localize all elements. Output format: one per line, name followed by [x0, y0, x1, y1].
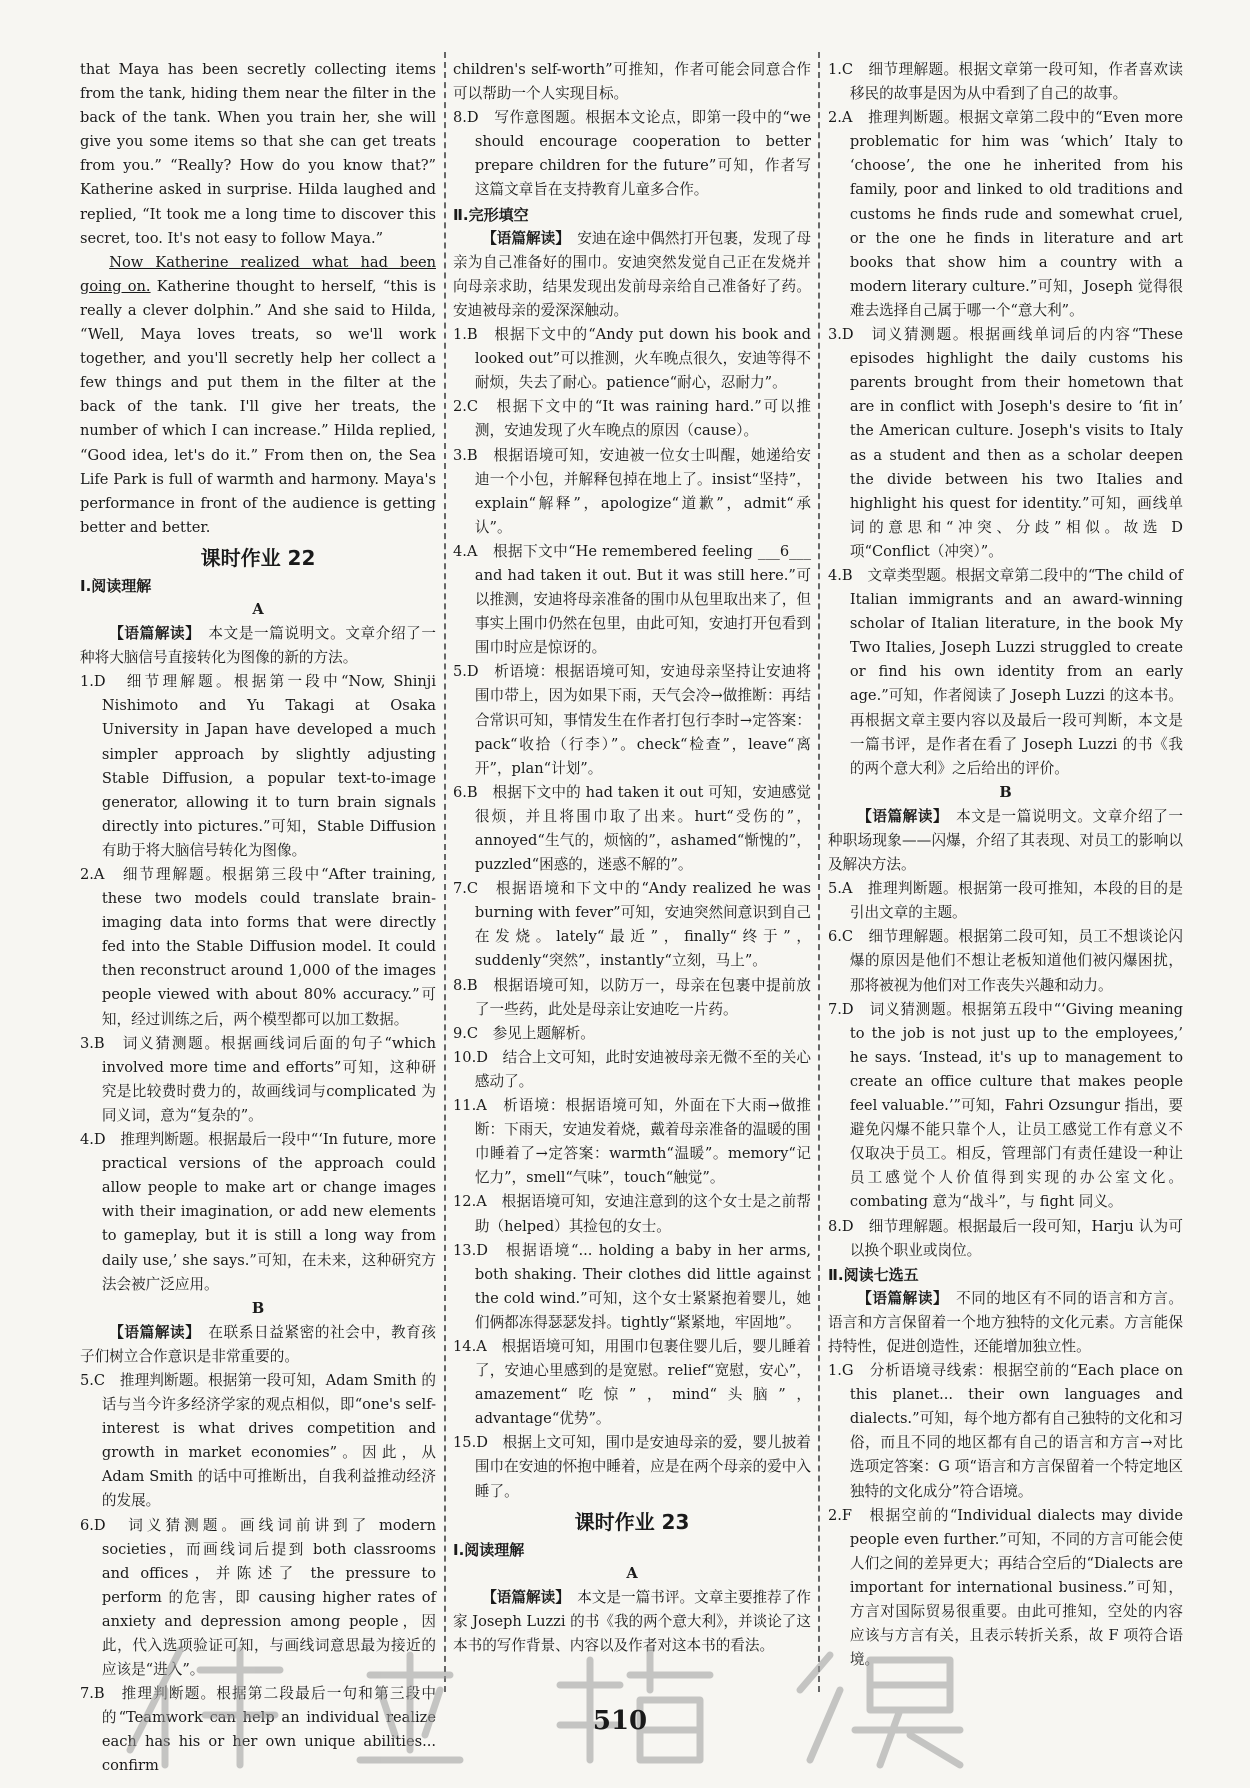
summary-text: 本文是一篇说明文。文章介绍了一种将大脑信号直接转化为图像的新的方法。 [80, 625, 436, 667]
answer-item: 1.G 分析语境寻线索：根据空前的“Each place on this planet... their own languages and dialects.”可知，每个地方都有自己独特的文化和习俗，而且不同的地区都有自己的语言和方言→对比选项定答案：G 项“语言和方言保留着一个特定地区独特的文化成分”符合语境。 [828, 1362, 1183, 1500]
answer-item: 7.B 推理判断题。根据第二段最后一句和第三段中的“Teamwork can help an individual realize each has his or her own unique abilities... confirm [80, 1685, 436, 1775]
answer-item: 10.D 结合上文可知，此时安迪被母亲无微不至的关心感动了。 [453, 1048, 811, 1090]
story-paragraph-text: Katherine thought to herself, “this is really a clever dolphin.” And she said to Hilda, “Well, Maya loves treats, so we'll work together, and you'll secretly help her collect a few things and put them in the filter at the back of the tank. I'll give her treats, the number of which I can increase.” Hilda replied, “Good idea, let's do it.” From then on, the Sea Life Park is full of warmth and harmony. Maya's performance in front of the audience is getting better and better. [80, 277, 437, 536]
section-heading: Ⅰ.阅读理解 [80, 576, 152, 595]
summary-text: 本文是一篇说明文。文章介绍了一种职场现象——闪爆，介绍了其表现、对员工的影响以及解决方法。 [828, 807, 1183, 874]
column-right [828, 58, 1183, 1672]
passage-summary [828, 1287, 1183, 1359]
answer-item: 7.C 根据语境和下文中的“Andy realized he was burning with fever”可知，安迪突然间意识到自己在发烧。lately“最近”，finally“终于”，suddenly“突然”，instantly“立刻，马上”。 [453, 880, 811, 970]
part-label: A [252, 600, 264, 618]
answer-item: 2.F 根据空前的“Individual dialects may divide people even further.”可知，不同的方言可能会使人们之间的差异更大；再结合空后的“Dialects are important for international business.”可知，方言对国际贸易很重要。由此可推知，空处的内容应该与方言有关，且表示转折关系，故 F 项符合语境。 [828, 1506, 1183, 1669]
page-number: 510 [592, 1706, 648, 1736]
answer-item-continued: children's self-worth”可推知，作者可能会同意合作可以帮助一个人实现目标。 [453, 61, 811, 103]
answer-item: 1.C 细节理解题。根据文章第一段可知，作者喜欢读移民的故事是因为从中看到了自己的故事。 [828, 61, 1183, 103]
answer-item: 6.D 词义猜测题。画线词前讲到了 modern societies，而画线词后提到 both classrooms and offices，并陈述了 the pressure to perform 的危害，即 causing higher rates of anxiety and depression among people，因此，代入选项验证可知，与画线词意思最为接近的应该是“进入”。 [80, 1516, 436, 1679]
summary-tag: 【语篇解读】 [482, 1588, 563, 1606]
answer-item: 3.D 词义猜测题。根据画线单词后的内容“These episodes highlight the daily customs his parents brought from their hometown that are in conflict with Joseph's desire to ‘fit in’ the American culture. Joseph's visits to Italy as a student and then as a scholar deepen the divide between his two Italies and highlight his quest for identity.”可知，画线单词的意思和“冲突、分歧”相似。故选 D 项“Conflict（冲突）”。 [828, 326, 1183, 560]
answer-item: 7.D 词义猜测题。根据第五段中“‘Giving meaning to the job is not just up to the employees,’ he says. ‘Instead, it's up to management to create an office culture that makes people feel valuable.’”可知，Fahri Ozsungur 指出，要避免闪爆不能只靠个人，让员工感觉工作有意义不仅取决于员工。相反，管理部门有责任建设一种让员工感觉个人价值得到实现的办公室文化。combating 意为“战斗”，与 fight 同义。 [828, 1000, 1183, 1211]
passage-summary [828, 805, 1183, 877]
answer-item: 9.C 参见上题解析。 [453, 1024, 595, 1042]
summary-tag: 【语篇解读】 [857, 807, 941, 825]
answer-item: 5.C 推理判断题。根据第一段可知，Adam Smith 的话与当今许多经济学家的观点相似，即“one's self-interest is what drives competition and growth in market economies”。因此，从 Adam Smith 的话中可推断出，自我利益推动经济的发展。 [80, 1371, 436, 1510]
answer-item: 5.A 推理判断题。根据第一段可推知，本段的目的是引出文章的主题。 [828, 880, 1183, 922]
column-divider-right [818, 52, 820, 1692]
column-left [80, 58, 436, 1779]
answer-item: 4.B 文章类型题。根据文章第二段中的“The child of Italian immigrants and an award-winning scholar of Italian literature, in the book My Two Italies, Joseph Luzzi struggled to create or find his own identity from an early age.”可知，作者阅读了 Joseph Luzzi 的这本书。再根据文章主要内容以及最后一段可判断，本文是一篇书评，是作者在看了 Joseph Luzzi 的书《我的两个意大利》之后给出的评价。 [828, 566, 1183, 777]
answer-item: 1.B 根据下文中的“Andy put down his book and looked out”可以推测，火车晚点很久，安迪等得不耐烦，失去了耐心。patience“耐心，忍耐力”。 [453, 326, 811, 392]
summary-tag: 【语篇解读】 [109, 625, 194, 643]
answer-item: 2.A 细节理解题。根据第三段中“After training, these two models could translate brain-imaging data into forms that were directly fed into the Stable Diffusion model. It could then reconstruct around 1,000 of the images people viewed with about 80% accuracy.”可知，经过训练之后，两个模型都可以加工数据。 [80, 866, 436, 1028]
section-heading: Ⅱ.阅读七选五 [828, 1265, 919, 1284]
homework-title: 课时作业 22 [200, 545, 316, 570]
answer-item: 2.C 根据下文中的“It was raining hard.”可以推测，安迪发现了火车晚点的原因（cause）。 [453, 398, 811, 440]
answer-item: 13.D 根据语境“... holding a baby in her arms, both shaking. Their clothes did little against the cold wind.”可知，这个女士紧紧抱着婴儿，她们俩都冻得瑟瑟发抖。tightly“紧紧地，牢固地”。 [453, 1241, 811, 1331]
summary-text: 在联系日益紧密的社会中，教育孩子们树立合作意识是非常重要的。 [80, 1323, 436, 1365]
watermark-logo [110, 1630, 1160, 1770]
part-label: A [626, 1564, 638, 1582]
answer-item: 8.D 细节理解题。根据最后一段可知，Harju 认为可以换个职业或岗位。 [828, 1217, 1183, 1259]
summary-text: 安迪在途中偶然打开包裹，发现了母亲为自己准备好的围巾。安迪突然发觉自己正在发烧并向母亲求助，结果发现出发前母亲给自己准备好了药。安迪被母亲的爱深深触动。 [453, 229, 811, 319]
answer-item: 8.D 写作意图题。根据本文论点，即第一段中的“we should encourage cooperation to better prepare children for the future”可知，作者写这篇文章旨在支持教育儿童多合作。 [453, 109, 811, 199]
answer-item: 14.A 根据语境可知，用围巾包裹住婴儿后，婴儿睡着了，安迪心里感到的是宽慰。relief“宽慰，安心”，amazement“吃惊”，mind“头脑”，advantage“优势”。 [453, 1337, 811, 1428]
column-divider-left [444, 52, 446, 1692]
answer-item: 4.D 推理判断题。根据最后一段中“‘In future, more practical versions of the approach could allow people to make art or change images with their imagination, or add new elements to gameplay, but it is still a long way from daily use,’ she says.”可知，在未来，这种研究方法会被广泛应用。 [80, 1131, 436, 1293]
section-heading: Ⅱ.完形填空 [453, 205, 529, 224]
passage-summary [80, 1321, 436, 1369]
summary-tag: 【语篇解读】 [109, 1323, 194, 1341]
answer-item: 6.B 根据下文中的 had taken it out 可知，安迪感觉很烦，并且将围巾取了出来。hurt“受伤的”，annoyed“生气的，烦恼的”，ashamed“惭愧的”，puzzled“困惑的，迷惑不解的”。 [453, 783, 811, 874]
part-label: B [999, 783, 1012, 801]
story-paragraph: that Maya has been secretly collecting items from the tank, hiding them near the filter in the back of the tank. When you train her, she will give you some items so that she can get treats from you.” “Really? How do you know that?” Katherine asked in surprise. Hilda laughed and replied, “It took me a long time to discover this secret, too. It's not easy to follow Maya.” [80, 61, 436, 247]
answer-item: 12.A 根据语境可知，安迪注意到的这个女士是之前帮助（helped）其捡包的女士。 [453, 1193, 811, 1235]
story-paragraph [80, 251, 436, 540]
answer-item: 11.A 析语境：根据语境可知，外面在下大雨→做推断：下雨天，安迪发着烧，戴着母亲准备的温暖的围巾睡着了→定答案：warmth“温暖”。memory“记忆力”，smell“气味”，touch“触觉”。 [453, 1097, 811, 1187]
part-label: B [251, 1299, 265, 1317]
underlined-sentence: Now Katherine realized what had been going on. [80, 253, 436, 295]
passage-summary [80, 622, 436, 670]
column-middle [453, 58, 811, 1658]
homework-title: 课时作业 23 [574, 1509, 690, 1534]
passage-summary [453, 227, 811, 323]
summary-text: 本文是一篇书评。文章主要推荐了作家 Joseph Luzzi 的书《我的两个意大利》，并谈论了这本书的写作背景、内容以及作者对这本书的看法。 [453, 1588, 811, 1654]
summary-tag: 【语篇解读】 [482, 229, 563, 247]
answer-item: 5.D 析语境：根据语境可知，安迪母亲坚持让安迪将围巾带上，因为如果下雨，天气会冷→做推断：再结合常识可知，事情发生在作者打包行李时→定答案：pack“收拾（行李）”。check“检查”，leave“离开”，plan“计划”。 [453, 663, 811, 777]
answer-item: 15.D 根据上文可知，围巾是安迪母亲的爱，婴儿披着围巾在安迪的怀抱中睡着，应是在两个母亲的爱中入睡了。 [453, 1434, 811, 1500]
answer-item: 6.C 细节理解题。根据第二段可知，员工不想谈论闪爆的原因是他们不想让老板知道他们被闪爆困扰，那将被视为他们对工作丧失兴趣和动力。 [828, 928, 1183, 994]
answer-item: 8.B 根据语境可知，以防万一，母亲在包裹中提前放了一些药，此处是母亲让安迪吃一片药。 [453, 976, 811, 1018]
answer-item: 4.A 根据下文中“He remembered feeling ___6___ and had taken it out. But it was still here.”可以推测，安迪将母亲准备的围巾从包里取出来了，但事实上围巾仍然在包里，由此可知，安迪打开包看到围巾时应是惊讶的。 [453, 542, 811, 657]
section-heading: Ⅰ.阅读理解 [453, 1540, 525, 1559]
answer-item: 3.B 词义猜测题。根据画线词后面的句子“which involved more time and efforts”可知，这种研究是比较费时费力的，故画线词与complicated 为同义词，意为“复杂的”。 [80, 1034, 436, 1124]
summary-text: 不同的地区有不同的语言和方言。语言和方言保留着一个地方独特的文化元素。方言能保持特性，促进创造性，还能增加独立性。 [828, 1289, 1183, 1355]
answer-item: 3.B 根据语境可知，安迪被一位女士叫醒，她递给安迪一个小包，并解释包掉在地上了。insist“坚持”，explain“解释”，apologize“道歉”，admit“承认”。 [453, 446, 811, 536]
answer-item: 2.A 推理判断题。根据文章第二段中的“Even more problematic for him was ‘which’ Italy to ‘choose’, the one he inherited from his family, poor and linked to old traditions and customs he finds rude and somewhat cruel, or the one he finds in literature and art books that show him a country with a modern literary culture.”可知，Joseph 觉得很难去选择自己属于哪一个“意大利”。 [828, 109, 1183, 319]
summary-tag: 【语篇解读】 [857, 1289, 941, 1307]
answer-item: 1.D 细节理解题。根据第一段中“Now, Shinji Nishimoto and Yu Takagi at Osaka University in Japan have developed a much simpler approach by slightly adjusting Stable Diffusion, a popular text-to-image generator, allowing it to turn brain signals directly into pictures.”可知，Stable Diffusion 有助于将大脑信号转化为图像。 [80, 673, 436, 859]
